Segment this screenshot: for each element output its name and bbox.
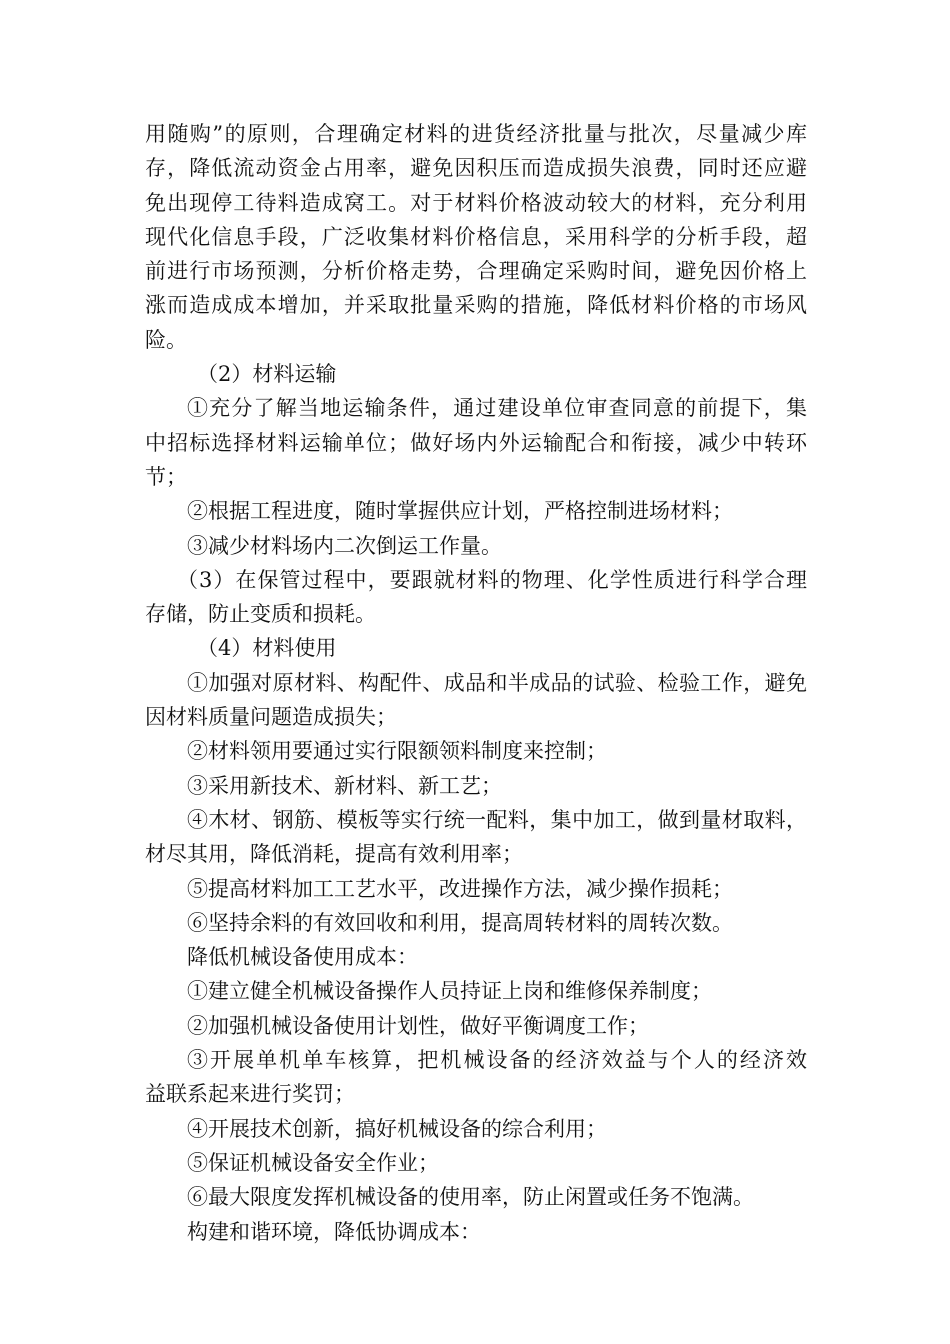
paragraph-line: 险。 [145, 327, 187, 352]
section-heading-transport: （2）材料运输 [197, 362, 337, 387]
section-heading-environment: 构建和谐环境，降低协调成本： [187, 1219, 481, 1244]
section-heading-storage: （3）在保管过程中，要跟就材料的物理、化学性质进行科学合理 [177, 567, 807, 592]
list-item-continuation: 材尽其用，降低消耗，提高有效利用率； [145, 842, 523, 867]
paragraph-line: 现代化信息手段，广泛收集材料价格信息，采用科学的分析手段，超 [145, 224, 807, 249]
list-item: ②加强机械设备使用计划性，做好平衡调度工作； [187, 1013, 649, 1038]
list-item: ③减少材料场内二次倒运工作量。 [187, 533, 502, 558]
list-item: ①充分了解当地运输条件，通过建设单位审查同意的前提下，集 [187, 396, 807, 421]
list-item: ①建立健全机械设备操作人员持证上岗和维修保养制度； [187, 979, 712, 1004]
paragraph-line: 免出现停工待料造成窝工。对于材料价格波动较大的材料，充分利用 [145, 190, 807, 215]
list-item: ①加强对原材料、构配件、成品和半成品的试验、检验工作，避免 [187, 670, 807, 695]
paragraph-line: 存储，防止变质和损耗。 [145, 602, 376, 627]
list-item: ②根据工程进度，随时掌握供应计划，严格控制进场材料； [187, 499, 733, 524]
section-heading-usage: （4）材料使用 [197, 636, 337, 661]
list-item: ⑤提高材料加工工艺水平，改进操作方法，减少操作损耗； [187, 876, 733, 901]
section-heading-machinery: 降低机械设备使用成本： [187, 945, 418, 970]
paragraph-line: 用随购”的原则，合理确定材料的进货经济批量与批次，尽量减少库 [145, 122, 807, 146]
list-item: ③采用新技术、新材料、新工艺； [187, 773, 502, 798]
list-item-continuation: 中招标选择材料运输单位；做好场内外运输配合和衔接，减少中转环 [145, 430, 807, 455]
list-item: ④木材、钢筋、模板等实行统一配料，集中加工，做到量材取料， [187, 807, 807, 832]
list-item: ⑥坚持余料的有效回收和利用，提高周转材料的周转次数。 [187, 910, 733, 935]
list-item: ③开展单机单车核算，把机械设备的经济效益与个人的经济效 [187, 1048, 807, 1073]
list-item-continuation: 益联系起来进行奖罚； [145, 1082, 355, 1107]
list-item-continuation: 因材料质量问题造成损失； [145, 705, 397, 730]
list-item-continuation: 节； [145, 464, 187, 489]
list-item: ⑥最大限度发挥机械设备的使用率，防止闲置或任务不饱满。 [187, 1185, 754, 1210]
paragraph-line: 涨而造成成本增加，并采取批量采购的措施，降低材料价格的市场风 [145, 293, 807, 318]
list-item: ⑤保证机械设备安全作业； [187, 1150, 439, 1175]
paragraph-line: 前进行市场预测，分析价格走势，合理确定采购时间，避免因价格上 [145, 259, 807, 284]
list-item: ④开展技术创新，搞好机械设备的综合利用； [187, 1116, 607, 1141]
list-item: ②材料领用要通过实行限额领料制度来控制； [187, 739, 607, 764]
paragraph-line: 存，降低流动资金占用率，避免因积压而造成损失浪费，同时还应避 [145, 156, 807, 181]
document-body [145, 118, 807, 1248]
